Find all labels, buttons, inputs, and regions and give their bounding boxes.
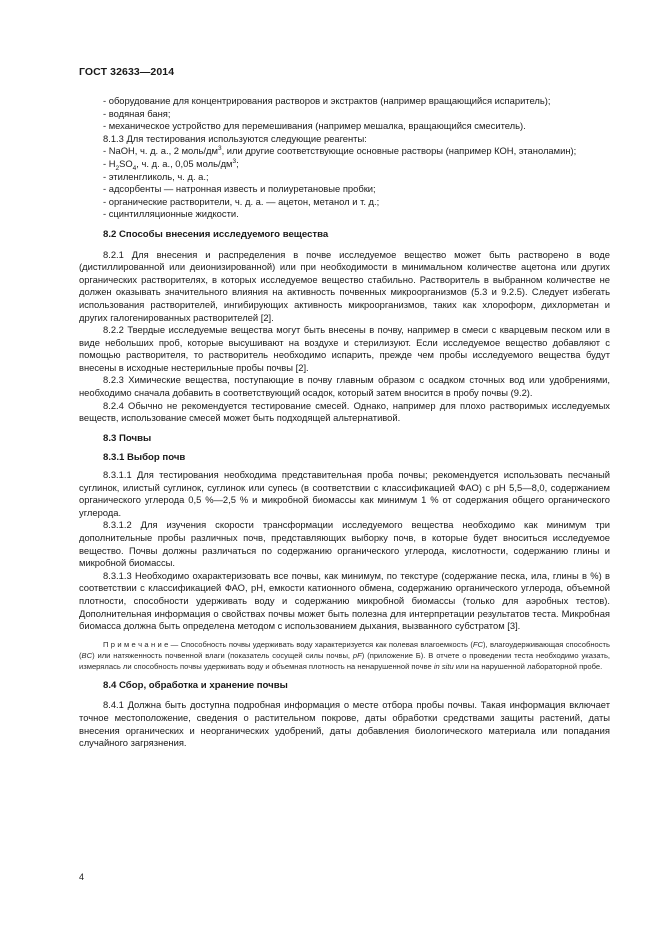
section-heading-8-4: 8.4 Сбор, обработка и хранение почвы — [103, 679, 288, 691]
section-heading-8-3: 8.3 Почвы — [103, 432, 152, 444]
clause-8-2-4: 8.2.4 Обычно не рекомендуется тестирование смесей. Однако, например для плохо растворимых исследуемых веществ, использование смесей может быть подходящей альтернативой. — [79, 399, 610, 424]
subsection-heading-8-3-1: 8.3.1 Выбор почв — [103, 452, 186, 464]
reagent-naoh — [79, 145, 610, 158]
page-number: 4 — [79, 872, 85, 882]
clause-8-3-1-3: 8.3.1.3 Необходимо охарактеризовать все почвы, как минимум, по текстуре (содержание песка, ила, глины в %) в соответствии с классификацией ФАО, pH, емкости катионного обмена, содержанию органического углерода, объемной плотности, способности удерживать воду и содержанию микробной биомассы (только для аэробных тестов). Дополнительная информация о свойствах почвы может быть полезна для интерпретации результатов теста. Микробная биомасса должна быть определена методом с использованием дыхания, вызванного субстратом [3]. — [79, 569, 610, 632]
formula-h: - H — [103, 157, 116, 169]
reagent-h2so4-text: , ч. д. а., 0,05 моль/дм — [136, 157, 233, 169]
section-heading-8-2: 8.2 Способы внесения исследуемого вещества — [103, 228, 329, 240]
note-text: ) (приложение Б). В отчете о проведении теста необходимо указать, измерялась ли способность почвы удерживать воду и объемная плотность на ненарушенной почве — [79, 650, 611, 671]
page-content — [79, 95, 610, 750]
note-term-pf: pF — [352, 650, 362, 660]
reagent-solvents: - органические растворители, ч. д. а. — ацетон, метанол и т. д.; — [103, 195, 380, 207]
reagent-glycol: - этиленгликоль, ч. д. а.; — [103, 170, 209, 182]
reagent-naoh-text-end: , или другие соответствующие основные растворы (например КОН, этаноламин); — [221, 145, 577, 157]
clause-8-2-2: 8.2.2 Твердые исследуемые вещества могут быть внесены в почву, например в смеси с кварцевым песком или в виде небольших проб, которые высушивают на воздухе и стерилизуют. Если исследуемое вещество добавляют с помощью растворителя, то растворитель необходимо испарить, прежде чем пробы исследуемого вещества будут внесены в исходные нестерильные пробы почвы [2]. — [79, 324, 610, 373]
clause-8-2-1: 8.2.1 Для внесения и распределения в почве исследуемое вещество может быть растворено в воде (дистиллированной или деионизированной) или при необходимости в минимальном количестве ацетона или других органических растворителях, в которых исследуемое вещество стабильно. Растворитель в выбранном количестве не должен оказывать значительного влияния на активность почвенных микроорганизмов (5.3 и 9.2.5). Следует избегать использования растворителей, ингибирующих активность микроорганизмов, таких как хлороформ, дихлорметан и других галогенированных растворителей [2]. — [79, 248, 610, 323]
clause-8-1-3: 8.1.3 Для тестирования используются следующие реагенты: — [103, 132, 367, 144]
reagent-adsorbents: - адсорбенты — натронная известь и полиуретановые пробки; — [103, 183, 376, 195]
standard-header: ГОСТ 32633—2014 — [79, 66, 175, 78]
note-term-bc: BC — [81, 650, 93, 660]
equipment-item: - оборудование для концентрирования растворов и экстрактов (например вращающийся испаритель); — [103, 95, 551, 106]
formula-so: SO — [119, 157, 133, 169]
clause-8-4-1: 8.4.1 Должна быть доступна подробная информация о месте отбора пробы почвы. Такая информация включает точное местоположение, сведения о растительном покрове, даты обработки средствами защиты растений, даты внесения органических и неорганических удобрений, даты добавления биологического материала или попадания случайного загрязнения. — [79, 699, 610, 749]
reagent-h2so4 — [79, 158, 610, 171]
note-text: или на нарушенной лабораторной пробе. — [453, 661, 603, 671]
reagent-naoh-text: - NaOH, ч. д. а., 2 моль/дм — [103, 145, 218, 157]
subscript: 4 — [132, 164, 137, 172]
superscript: 3 — [217, 145, 222, 153]
equipment-item: - водяная баня; — [103, 107, 171, 119]
note-text: ), влагоудерживающая способность ( — [79, 639, 610, 660]
note-text: Способность почвы удерживать воду характеризуется как полевая влагоемкость ( — [178, 639, 473, 649]
reagent-scintillation: - сцинтилляционные жидкости. — [103, 208, 239, 220]
subscript: 2 — [115, 164, 120, 172]
clause-8-3-1-2: 8.3.1.2 Для изучения скорости трансформации исследуемого вещества необходимо как минимум три дополнительные пробы различных почв, представляющих выборку почв, в которые будет вноситься исследуемое вещество. Почвы должны различаться по содержанию органического углерода, кислотности, содержанию глины и микробной биомассы. — [79, 519, 610, 569]
note-term-in-situ: in situ — [433, 661, 454, 671]
reagent-h2so4-end: ; — [236, 157, 239, 169]
clause-8-3-1-1: 8.3.1.1 Для тестирования необходима представительная проба почвы; рекомендуется использовать песчаный суглинок, илистый суглинок, суглинок или супесь (в соответствии с классификацией ФАО) с pH 5,5—8,0, содержанием органического углерода 0,5 %—2,5 % и микробной биомассы как минимум 1 % от содержания общего органического углерода. — [79, 469, 610, 518]
note-text: ) или натяженность почвенной влаги (показатель сосущей силы почвы, — [92, 650, 353, 660]
note-term-fc: FC — [472, 639, 483, 649]
note-paragraph — [79, 639, 610, 672]
equipment-item: - механическое устройство для перемешивания (например мешалка, вращающийся смеситель). — [103, 120, 526, 132]
clause-8-2-3: 8.2.3 Химические вещества, поступающие в почву главным образом с осадком сточных вод или удобрениями, необходимо сначала добавить в соответствующий осадок, который затем вносится в пробу почвы (9.2). — [79, 374, 610, 399]
note-label: П р и м е ч а н и е — — [103, 639, 179, 649]
superscript: 3 — [232, 157, 237, 165]
